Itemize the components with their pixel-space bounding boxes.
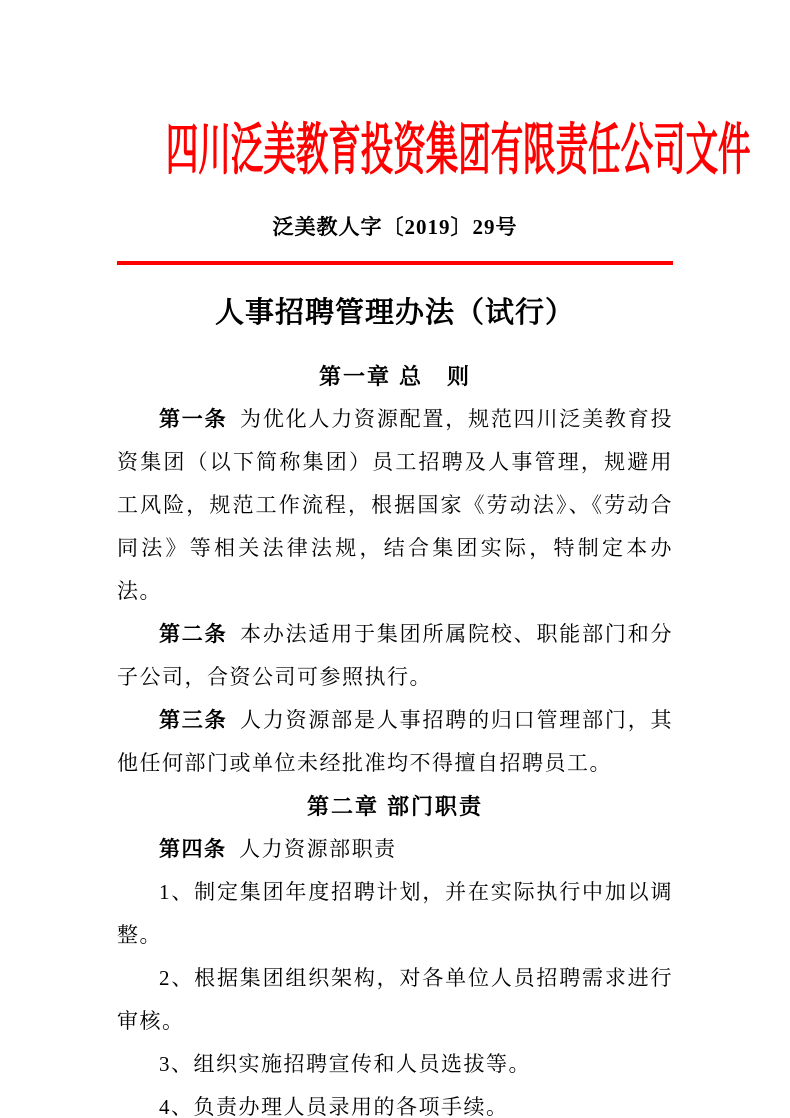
- list-item-text: 1、制定集团年度招聘计划，并在实际执行中加以调整。: [117, 880, 673, 948]
- list-item-paragraph: [117, 1086, 673, 1118]
- list-item-paragraph: [117, 1043, 673, 1086]
- chapter-heading-2: 第二章 部门职责: [306, 794, 484, 820]
- document-title: 人事招聘管理办法（试行）: [214, 297, 575, 330]
- chapter-heading-1: 第一章 总 则: [318, 364, 472, 390]
- section-department-duties: [117, 785, 673, 1118]
- article-text: 为优化人力资源配置，规范四川泛美教育投资集团（以下简称集团）员工招聘及人事管理，规避用工风险，规范工作流程，根据国家《劳动法》、《劳动合同法》等相关法律法规，结合集团实际，特制定本办法。: [117, 407, 674, 604]
- list-item-paragraph: [117, 871, 673, 957]
- list-item-text: 4、负责办理人员录用的各项手续。: [159, 1095, 509, 1118]
- article-text: 本办法适用于集团所属院校、职能部门和分子公司，合资公司可参照执行。: [117, 622, 674, 690]
- article-label: 第三条: [159, 709, 228, 733]
- org-title: 四川泛美教育投资集团有限责任公司文件: [165, 120, 751, 182]
- article-paragraph: [117, 828, 673, 871]
- article-text: 人力资源部职责: [239, 837, 397, 862]
- article-paragraph: [117, 398, 673, 613]
- document-letterhead: [0, 118, 790, 265]
- article-label: 第一条: [159, 408, 228, 432]
- article-label: 第四条: [159, 838, 227, 862]
- list-item-text: 3、组织实施招聘宣传和人员选拔等。: [159, 1052, 531, 1077]
- article-paragraph: [117, 699, 673, 785]
- article-paragraph: [117, 613, 673, 699]
- section-general-rules: [117, 355, 673, 785]
- red-divider-line: [117, 261, 673, 265]
- doc-number: 泛美教人字〔2019〕29号: [272, 215, 518, 240]
- list-item-text: 2、根据集团组织架构，对各单位人员招聘需求进行审核。: [117, 966, 673, 1034]
- article-text: 人力资源部是人事招聘的归口管理部门，其他任何部门或单位未经批准均不得擅自招聘员工。: [117, 708, 674, 776]
- list-item-paragraph: [117, 957, 673, 1043]
- document-body: [117, 355, 673, 1118]
- article-label: 第二条: [159, 623, 228, 647]
